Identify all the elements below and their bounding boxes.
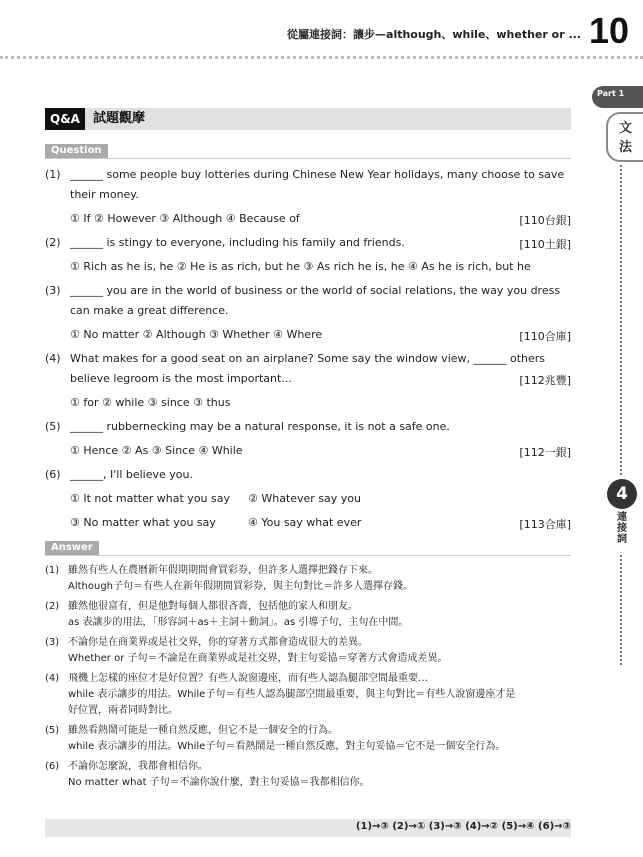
qa-badge: Q&A (45, 108, 85, 130)
chapter-number-badge[interactable]: 4 (607, 479, 637, 509)
question-1-text-cont: their money. (70, 188, 139, 201)
answer-2-number: (2) (45, 601, 60, 612)
question-3-options: ① No matter ② Although ③ Whether ④ Where (70, 328, 323, 341)
answer-4-translation: 飛機上怎樣的座位才是好位置？有些人說窗邊座，而有些人認為腿部空間最重要… (68, 673, 428, 684)
side-dotted-line-bottom (620, 555, 622, 665)
question-divider (45, 158, 571, 159)
question-3-number: (3) (45, 284, 61, 297)
answer-divider (45, 555, 571, 556)
answer-6-explanation: No matter what 子句＝不論你說什麼，對主句妥協＝我都相信你。 (68, 777, 370, 788)
question-6-source: [113合庫] (519, 518, 571, 531)
answer-6-number: (6) (45, 761, 60, 772)
qa-section-header (45, 108, 571, 130)
answer-3-translation: 不論你是在商業界或是社交界，你的穿著方式都會造成很大的差異。 (68, 637, 368, 648)
question-6-number: (6) (45, 468, 61, 481)
question-3-text: ______ you are in the world of business or the world of social relations, the way you dress (70, 284, 561, 297)
question-6-text: ______, I'll believe you. (70, 468, 193, 481)
side-dotted-line-top (620, 165, 622, 475)
answer-1-number: (1) (45, 565, 60, 576)
question-6-option-1: ① It not matter what you say (70, 492, 230, 505)
chapter-label: 連接詞 (617, 512, 627, 545)
answer-4-explanation-cont: 好位置，兩者同時對比。 (68, 705, 178, 716)
question-6-option-4: ④ You say what ever (248, 516, 362, 529)
answer-2-explanation: as 表讓步的用法，「形容詞＋as＋主詞＋動詞」。as 引導子句，主句在中間。 (68, 617, 409, 628)
question-5-number: (5) (45, 420, 61, 433)
question-4-number: (4) (45, 352, 61, 365)
answer-4-number: (4) (45, 673, 60, 684)
question-2-options: ① Rich as he is, he ② He is as rich, but he ③ As rich he is, he ④ As he is rich, but he (70, 260, 531, 273)
answer-6-translation: 不論你怎麼說，我都會相信你。 (68, 761, 208, 772)
question-4-text: What makes for a good seat on an airplane? Some say the window view, ______ others (70, 352, 546, 365)
question-5-source: [112一銀] (519, 446, 571, 459)
answer-2-translation: 雖然他很富有，但是他對每個人都很吝嗇，包括他的家人和朋友。 (68, 601, 358, 612)
question-3-source: [110合庫] (519, 330, 571, 343)
question-1-source: [110台銀] (519, 214, 571, 227)
grammar-tab[interactable] (606, 112, 643, 162)
answer-4-explanation: while 表示讓步的用法。While子句＝有些人認為腿部空間最重要，與主句對比＝有些人說窗邊座才是 (68, 689, 516, 700)
question-label: Question (45, 144, 108, 158)
question-6-option-3: ③ No matter what you say (70, 516, 216, 529)
running-header-title: 從屬連接詞：讓步—although、while、whether or ... (287, 28, 581, 41)
question-4-text-cont: believe legroom is the most important... (70, 372, 292, 385)
header-divider (0, 56, 643, 59)
question-4-options: ① for ② while ③ since ③ thus (70, 396, 231, 409)
question-2-source: [110土銀] (519, 238, 571, 251)
answer-1-explanation: Although子句＝有些人在新年假期間買彩券，與主句對比＝許多人選擇存錢。 (68, 581, 414, 592)
answer-3-explanation: Whether or 子句＝不論是在商業界或是社交界，對主句妥協＝穿著方式會造成差異。 (68, 653, 448, 664)
question-1-options: ① If ② However ③ Although ④ Because of (70, 212, 300, 225)
answer-5-number: (5) (45, 725, 60, 736)
section-title: 試題觀摩 (93, 111, 146, 126)
question-4-source: [112兆豐] (519, 374, 571, 387)
question-5-text: ______ rubbernecking may be a natural response, it is not a safe one. (70, 420, 450, 433)
answer-label: Answer (45, 541, 99, 555)
question-1-number: (1) (45, 168, 61, 181)
answer-key: (1)→③ (2)→① (3)→③ (4)→② (5)→④ (6)→③ (355, 821, 571, 832)
grammar-tab-char-1: 文 (618, 121, 632, 136)
part-tab[interactable]: Part 1 (592, 86, 643, 108)
answer-5-translation: 雖然看熱鬧可能是一種自然反應，但它不是一個安全的行為。 (68, 725, 338, 736)
answer-1-translation: 雖然有些人在農曆新年假期期間會買彩券，但許多人選擇把錢存下來。 (68, 565, 378, 576)
question-5-options: ① Hence ② As ③ Since ④ While (70, 444, 243, 457)
question-6-option-2: ② Whatever say you (248, 492, 362, 505)
question-2-number: (2) (45, 236, 61, 249)
question-1-text: ______ some people buy lotteries during Chinese New Year holidays, many choose to save (70, 168, 565, 181)
grammar-tab-char-2: 法 (618, 140, 632, 155)
question-2-text: ______ is stingy to everyone, including his family and friends. (70, 236, 405, 249)
answer-5-explanation: while 表示讓步的用法。While子句＝看熱鬧是一種自然反應，對主句妥協＝它不是一個安全行為。 (68, 741, 506, 752)
answer-3-number: (3) (45, 637, 60, 648)
page-number: 10 (588, 10, 629, 51)
question-3-text-cont: can make a great difference. (70, 304, 229, 317)
